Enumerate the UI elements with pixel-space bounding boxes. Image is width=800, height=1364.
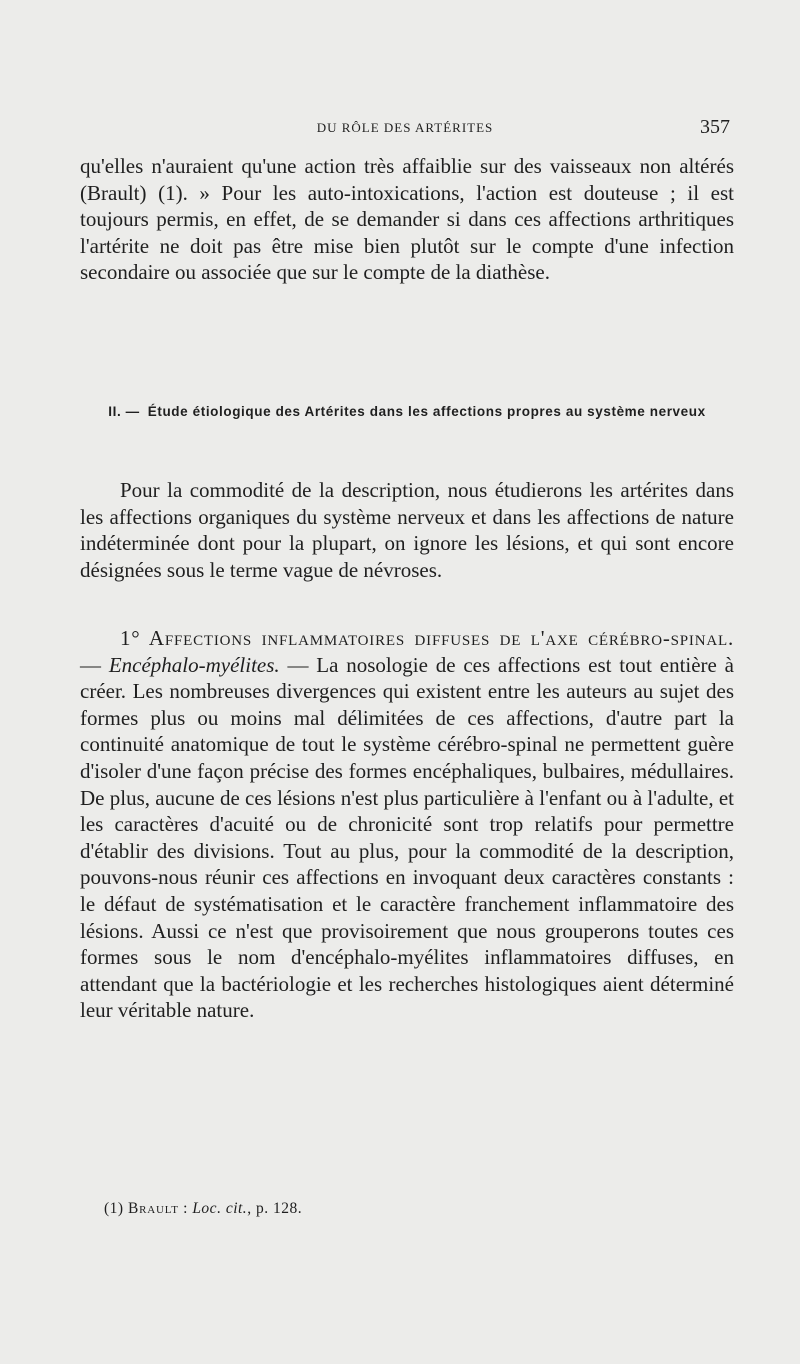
footnote-sep: :	[178, 1200, 193, 1217]
running-head	[80, 116, 730, 140]
section-title: Étude étiologique des Artérites dans les affections propres au système nerveux	[147, 404, 706, 419]
running-title: DU RÔLE DES ARTÉRITES	[316, 120, 494, 135]
section-heading	[80, 400, 734, 424]
footnote-page: , p. 128.	[247, 1200, 303, 1217]
subsection-subtitle: Encéphalo-myélites.	[108, 652, 280, 677]
dash: —	[80, 652, 109, 677]
section-number: II. —	[108, 404, 140, 419]
footnote-marker: (1)	[104, 1200, 124, 1217]
paragraph-2	[80, 477, 734, 583]
paragraph-3-body: La nosologie de ces affections est tout entière à créer. Les nombreuses divergences qui existent entre les auteurs au sujet des formes plus ou moins mal délimitées de ces affections, d'autre part la continuité anatomique de tout le système cérébro-spinal ne permettent guère d'isoler d'une façon précise des formes encéphaliques, bulbaires, médullaires. De plus, aucune de ces lésions n'est plus particulière à l'enfant ou à l'adulte, et les caractères d'acuité ou de chronicité sont trop relatifs pour permettre d'établir des divisions. Tout au plus, pour la commodité de la description, pouvons-nous réunir ces affections en invoquant deux caractères constants : le défaut de systématisation et le caractère franchement inflammatoire des lésions. Aussi ce n'est que provisoirement que nous grouperons toutes ces formes sous le nom d'encéphalo-myélites inflammatoires diffuses, en attendant que la bactériologie et les recherches histologiques aient déterminé leur véritable nature.	[80, 652, 734, 1023]
footnote	[104, 1200, 302, 1218]
paragraph-3	[80, 625, 734, 1024]
paragraph-2-text: Pour la commodité de la description, nous étudierons les artérites dans les affections organiques du système nerveux et dans les affections de nature indéterminée dont pour la plupart, on ignore les lésions, et qui sont encore désignées sous le terme vague de névroses.	[80, 478, 734, 582]
page-number: 357	[700, 116, 730, 138]
paragraph-1: qu'elles n'auraient qu'une action très affaiblie sur des vaisseaux non altérés (Brault) (1). » Pour les auto-intoxications, l'action est douteuse ; il est toujours permis, en effet, de se demander si dans ces affections arthritiques l'artérite ne doit pas être mise bien plutôt sur le compte d'une infection secondaire ou associée que sur le compte de la diathèse.	[80, 154, 734, 285]
footnote-author: Brault	[127, 1200, 179, 1217]
dash: —	[279, 652, 317, 677]
paragraph-3-text	[80, 625, 734, 1024]
subsection-lead: 1° Affections inflammatoires diffuses de l'axe cérébro-spinal.	[120, 626, 734, 650]
footnote-ref: Loc. cit.	[192, 1200, 248, 1217]
